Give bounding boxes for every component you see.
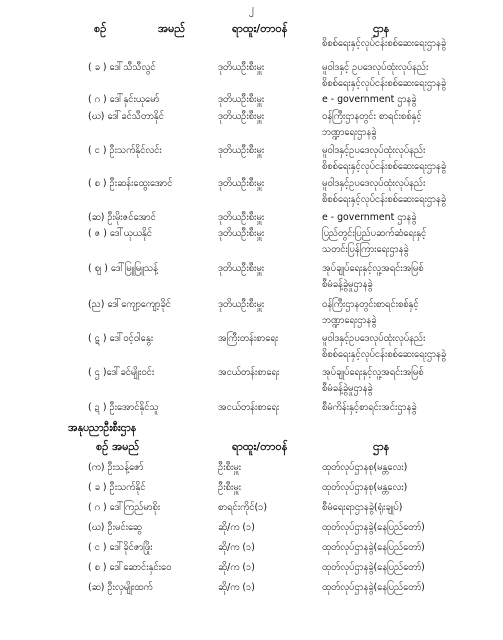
name-cell: ( ဂ ) ဒေါ်ကြည်မာစိုး [88, 502, 161, 513]
dept-cell: ဝန်ကြီးဌာနတွင်း စာရင်းစစ်နှင့် ဘဏ္ဍာရေးဌာနခွဲ [322, 111, 422, 138]
rank-cell: ဒုတိယဦးစီးမှူး [218, 212, 265, 223]
dept-cell: ထုတ်လုပ်ဌာနစု(မန္တလေး) [322, 482, 408, 493]
name-cell: ( ဋ ) ဒေါ်ဝင့်ဝါနွေး [88, 333, 154, 344]
name-cell: ( ဈ ) ဒေါ်မြူမြူသန့် [88, 263, 158, 274]
name-cell: (ဆ) ဦးလှမျိုးထက် [88, 582, 153, 593]
dept-cell: e - government ဌာနခွဲ [322, 212, 417, 223]
dept-cell: စိစစ်ရေးနှင့်လုပ်ငန်းစစ်ဆေးရေးဌာနခွဲ [322, 38, 447, 49]
name-cell: (ဆ) ဦးမိုးဇင်အောင် [88, 212, 156, 223]
header-rank: ရာထူး/တာဝန် [232, 440, 288, 453]
header-dept: ဌာန [373, 440, 390, 453]
name-cell: ( ဌ )ဒေါ်ခင်မျိုးဝင်း [88, 367, 155, 378]
name-cell: ( င ) ဒေါ်ခိုင်ဇာဖြိုး [88, 542, 153, 553]
rank-cell: ဒုတိယဦးစီးမှူး [218, 178, 265, 189]
dept-cell: စီမံရေးရာဌာနခွဲ(ရုံးချုပ်) [322, 502, 403, 513]
dept-cell: ထုတ်လုပ်ဌာနခွဲ(နေပြည်တော်) [322, 562, 425, 573]
rank-cell: အငယ်တန်းစာရေး [218, 402, 280, 413]
dept-cell: မူဝါဒနှင့်ဥပဒေလုပ်ထုံးလုပ်နည်း စိစစ်ရေးနှင့်လုပ်ငန်းစစ်ဆေးရေးဌာနခွဲ [322, 333, 447, 360]
section-title: အနုပညာဦးစီးဌာန [68, 422, 137, 434]
header-no-name: စဉ် အမည် [96, 440, 140, 453]
rank-cell: စာရင်းကိုင်(၁) [218, 502, 268, 513]
name-cell: ( ဇ ) ဒေါ်ယုယနိုင် [88, 228, 152, 239]
rank-cell: ဆို/က (၁) [218, 542, 255, 553]
dept-cell: မူဝါဒနှင့်ဥပဒေလုပ်ထုံးလုပ်နည်း စိစစ်ရေးနှင့်လုပ်ငန်းစစ်ဆေးရေးဌာနခွဲ [322, 178, 447, 205]
name-cell: ( င ) ဦးသက်နိုင်လင်း [88, 145, 162, 156]
rank-cell: ဒုတိယဦးစီးမှူး [218, 263, 265, 274]
dept-cell: အုပ်ချုပ်ရေးနှင့်လူ့အရင်းအမြစ် စီမံခန့်ခွဲမှုဌာနခွဲ [322, 263, 424, 290]
dept-cell: e - government ဌာနခွဲ [322, 94, 417, 105]
dept-cell: ပြည်တွင်းပြည်ပဆက်ဆံရေးနှင့် သတင်းပြန်ကြားရေးဌာနခွဲ [322, 228, 427, 255]
rank-cell: ဒုတိယဦးစီးမှူး [218, 62, 265, 73]
dept-cell: စီမံကိန်းနှင့်စာရင်းအင်းဌာနခွဲ [322, 402, 417, 413]
page-number: ၂ [248, 2, 255, 15]
rank-cell: ဒုတိယဦးစီးမှူး [218, 94, 265, 105]
rank-cell: ဦးစီးမှူး [218, 482, 241, 493]
header-rank: ရာထူး/တာဝန် [232, 22, 288, 35]
rank-cell: ဦးစီးမှူး [218, 462, 241, 473]
dept-cell: ထုတ်လုပ်ဌာနခွဲ(နေပြည်တော်) [322, 542, 425, 553]
name-cell: (ဃ) ဒေါ်ခင်သီတာနိုင် [88, 111, 164, 122]
dept-cell: ထုတ်လုပ်ဌာနခွဲ(နေပြည်တော်) [322, 522, 425, 533]
name-cell: (ဃ) ဦးမင်းဆွေ [88, 522, 142, 533]
name-cell: ( ဍ ) ဦးအောင်နိုင်သူ [88, 402, 159, 413]
rank-cell: ဆို/က (၁) [218, 562, 255, 573]
rank-cell: ဆို/က (၁) [218, 582, 255, 593]
rank-cell: ဒုတိယဦးစီးမှူး [218, 145, 265, 156]
header-name: အမည် [158, 22, 186, 35]
rank-cell: အငယ်တန်းစာရေး [218, 367, 280, 378]
rank-cell: ဒုတိယဦးစီးမှူး [218, 111, 265, 122]
dept-cell: ထုတ်လုပ်ဌာနစု(မန္တလေး) [322, 462, 408, 473]
name-cell: ( စ ) ဒေါ်ဆောင်းနှင်းဝေ [88, 562, 172, 573]
name-cell: (ည) ဒေါ်ကျော့ကျော့ခိုင် [88, 299, 171, 310]
header-dept: ဌာန [373, 22, 390, 35]
dept-cell: အုပ်ချုပ်ရေးနှင့်လူ့အရင်းအမြစ် စီမံခန့်ခွဲမှုဌာနခွဲ [322, 367, 424, 394]
rank-cell: ဒုတိယဦးစီးမှူး [218, 228, 265, 239]
dept-cell: မူဝါဒနှင့်ဥပဒေလုပ်ထုံးလုပ်နည်း စိစစ်ရေးနှင့်လုပ်ငန်းစစ်ဆေးရေးဌာနခွဲ [322, 145, 447, 172]
header-no: စဉ် [94, 22, 107, 35]
rank-cell: ဆို/က (၁) [218, 522, 255, 533]
name-cell: ( စ ) ဦးဆန်းထွေးအောင် [88, 178, 173, 189]
dept-cell: ထုတ်လုပ်ဌာနခွဲ(နေပြည်တော်) [322, 582, 425, 593]
name-cell: (က) ဦးသန့်ဇော် [88, 462, 144, 473]
rank-cell: ဒုတိယဦးစီးမှူး [218, 299, 265, 310]
dept-cell: ဝန်ကြီးဌာနတွင်းစာရင်းစစ်နှင့် ဘဏ္ဍာရေးဌာနခွဲ [322, 299, 419, 326]
rank-cell: အကြီးတန်းစာရေး [218, 333, 279, 344]
name-cell: ( ခ ) ဦးသက်နိုင် [88, 482, 146, 493]
dept-cell: မူဝါဒနှင့် ဥပဒေလုပ်ထုံးလုပ်နည်း စိစစ်ရေးနှင့်လုပ်ငန်းစစ်ဆေးရေးဌာနခွဲ [322, 62, 447, 89]
name-cell: ( ခ ) ဒေါ်သီသီလွင် [88, 62, 156, 73]
name-cell: ( ဂ ) ဒေါ်နှင်းယုမော် [88, 94, 160, 105]
